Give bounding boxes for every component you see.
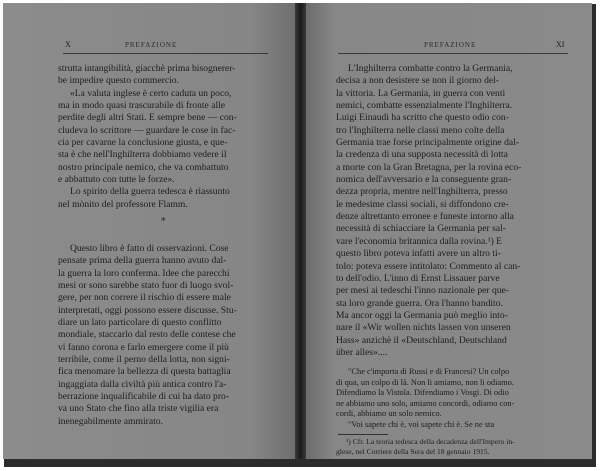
text-line: cia per cavarne la conclusione giusta, e que- <box>58 137 228 149</box>
text-line: la guerra la loro conferma. Idee che parecchi <box>58 267 230 279</box>
right-page <box>306 3 592 459</box>
text-line: le medesime classi sociali, si diffondono cre- <box>336 198 509 210</box>
text-line: vare l'economia britannica dalla rovina.¹) E <box>336 235 503 247</box>
text-line: decisa a non desistere se non il giorno del- <box>336 75 500 87</box>
header-rule <box>63 53 268 54</box>
text-line: di qua, un colpo di là. Non li amiamo, non li odiamo. <box>336 377 514 387</box>
text-line: Hass» anzichè il «Deutschland, Deutschland <box>336 334 507 346</box>
text-line: strutta intangibilità, giacchè prima bisognerer- <box>58 63 236 74</box>
text-block-2 <box>58 243 270 428</box>
section-separator: * <box>161 217 166 227</box>
text-line: Ma ancor oggi la Germania può meglio into- <box>336 309 508 321</box>
text-line: "Voi sapete chi è, voi sapete chi è. Se ne sta <box>348 419 495 429</box>
text-line: terribile, come il perno della lotta, non signi- <box>58 354 230 366</box>
text-line: va uno Stato che fino alla triste vigilia era <box>58 403 219 415</box>
text-line: per mesi ai tedeschi l'inno nazionale per que- <box>336 285 510 297</box>
page-number: X <box>65 40 71 49</box>
text-line: L'Inghilterra combatte contro la Germania, <box>348 63 513 74</box>
text-line: sta è che nell'Inghilterra dobbiamo vedere il <box>58 149 227 161</box>
text-line: perdite degli altri Stati. E sempre bene — con- <box>58 112 237 124</box>
text-line: nomica dell'avversario e la conseguente gran- <box>336 174 512 186</box>
text-line: cordi, abbiamo un solo nemico. <box>336 409 442 419</box>
text-line: inenegabilmente ammirato. <box>58 415 163 427</box>
text-line: sta loro grande guerra. Ora l'hanno bandito. <box>336 297 503 309</box>
text-line: diare un lato particolare di questo conflitto <box>58 317 222 329</box>
footnote-line: ¹) Cfr. La teoria tedesca della decadenza dell'Impero in- <box>346 437 515 446</box>
text-line: mondiale, staccarlo dal resto delle contese che <box>58 329 236 341</box>
text-line: berrazione inqualificabile di cui ha dato pro- <box>58 391 230 403</box>
footnote <box>336 437 572 457</box>
text-line: Questo libro è fatto di osservazioni. Cose <box>70 243 229 254</box>
text-line: «La valuta inglese è certo caduta un poco, <box>70 87 232 99</box>
text-line: Luigi Einaudi ha scritto che questo odio con- <box>336 112 509 124</box>
header-rule <box>338 53 568 54</box>
text-line: dezza propria, mentre nell'Inghilterra, presso <box>336 186 508 198</box>
text-line: interpretati, oggi possono essere discusse. Stu- <box>58 304 237 316</box>
text-line: ingaggiata dalla civiltà più antica contro l'a- <box>58 378 227 390</box>
footnote-rule <box>338 434 388 435</box>
page-number: XI <box>556 40 565 49</box>
book-gutter <box>295 3 306 459</box>
text-line: ma in modo quasi trascurabile di fronte alle <box>58 100 226 112</box>
text-line: mesi or sono sarebbe stato fuor di luogo svol- <box>58 280 234 292</box>
text-line: über alles».... <box>336 346 388 358</box>
text-line: Germania trae forse principalmente origine dal- <box>336 137 519 149</box>
text-line: gere, per non correre il rischio di essere male <box>58 292 231 304</box>
running-head: PREFAZIONE <box>424 41 477 49</box>
text-line: questo libro poteva infatti avere un altro ti- <box>336 248 501 260</box>
poem-quotation <box>336 367 572 431</box>
text-line: nemici, combatte essenzialmente l'Inghilterra. <box>336 100 513 112</box>
text-block-1 <box>58 63 270 211</box>
text-line: ne abbiamo uno solo, amiamo concordi, odiamo con- <box>336 398 515 408</box>
text-line: e abbattuto con tutte le forze». <box>58 174 175 186</box>
text-line: be impedire questo commercio. <box>58 75 179 87</box>
text-line: la credenza di una supposta necessità di lotta <box>336 149 508 161</box>
text-line: nostro principale nemico, che va combattuto <box>58 161 229 173</box>
text-line: fica menomare la bellezza di questa battaglia <box>58 366 231 378</box>
right-body-text <box>336 63 572 359</box>
left-page <box>3 3 295 459</box>
text-line: necessità di schiacciare la Germania per sal- <box>336 223 506 235</box>
text-line: cludeva lo scrittore — guardare le cose in fac- <box>58 124 236 136</box>
text-line: tro l'Inghilterra nelle classi meno colte della <box>336 124 505 136</box>
footnote-line: glese, nel Corriere della Sera del 18 gennaio 1915. <box>336 447 490 456</box>
text-line: a morte con la Gran Bretagna, per la rovina eco- <box>336 161 522 173</box>
running-head: PREFAZIONE <box>125 41 178 49</box>
text-line: "Che c'importa di Russi e di Francesi? Un colpo <box>348 367 510 376</box>
text-line: nare il «Wir wollen nichts lassen von unseren <box>336 322 511 334</box>
text-line: la vittoria. La Germania, in guerra con venti <box>336 87 506 99</box>
text-line: Difendiamo la Vistola. Difendiamo i Vosgi. Di odio <box>336 388 509 398</box>
text-line: denze altrettanto erronee e funeste intorno alla <box>336 211 514 223</box>
text-line: nel mònito del professore Flamm. <box>58 198 188 210</box>
text-line: to dell'odio. L'inno di Ernst Lissauer parve <box>336 272 500 284</box>
text-line: tolo: poteva essere intitolato: Commento al can- <box>336 260 521 272</box>
text-line: pensate prima della guerra hanno avuto dal- <box>58 255 227 267</box>
text-line: vi fanno corona e farlo emergere come il più <box>58 341 229 353</box>
text-line: Lo spirito della guerra tedesca è riassunto <box>70 186 230 198</box>
